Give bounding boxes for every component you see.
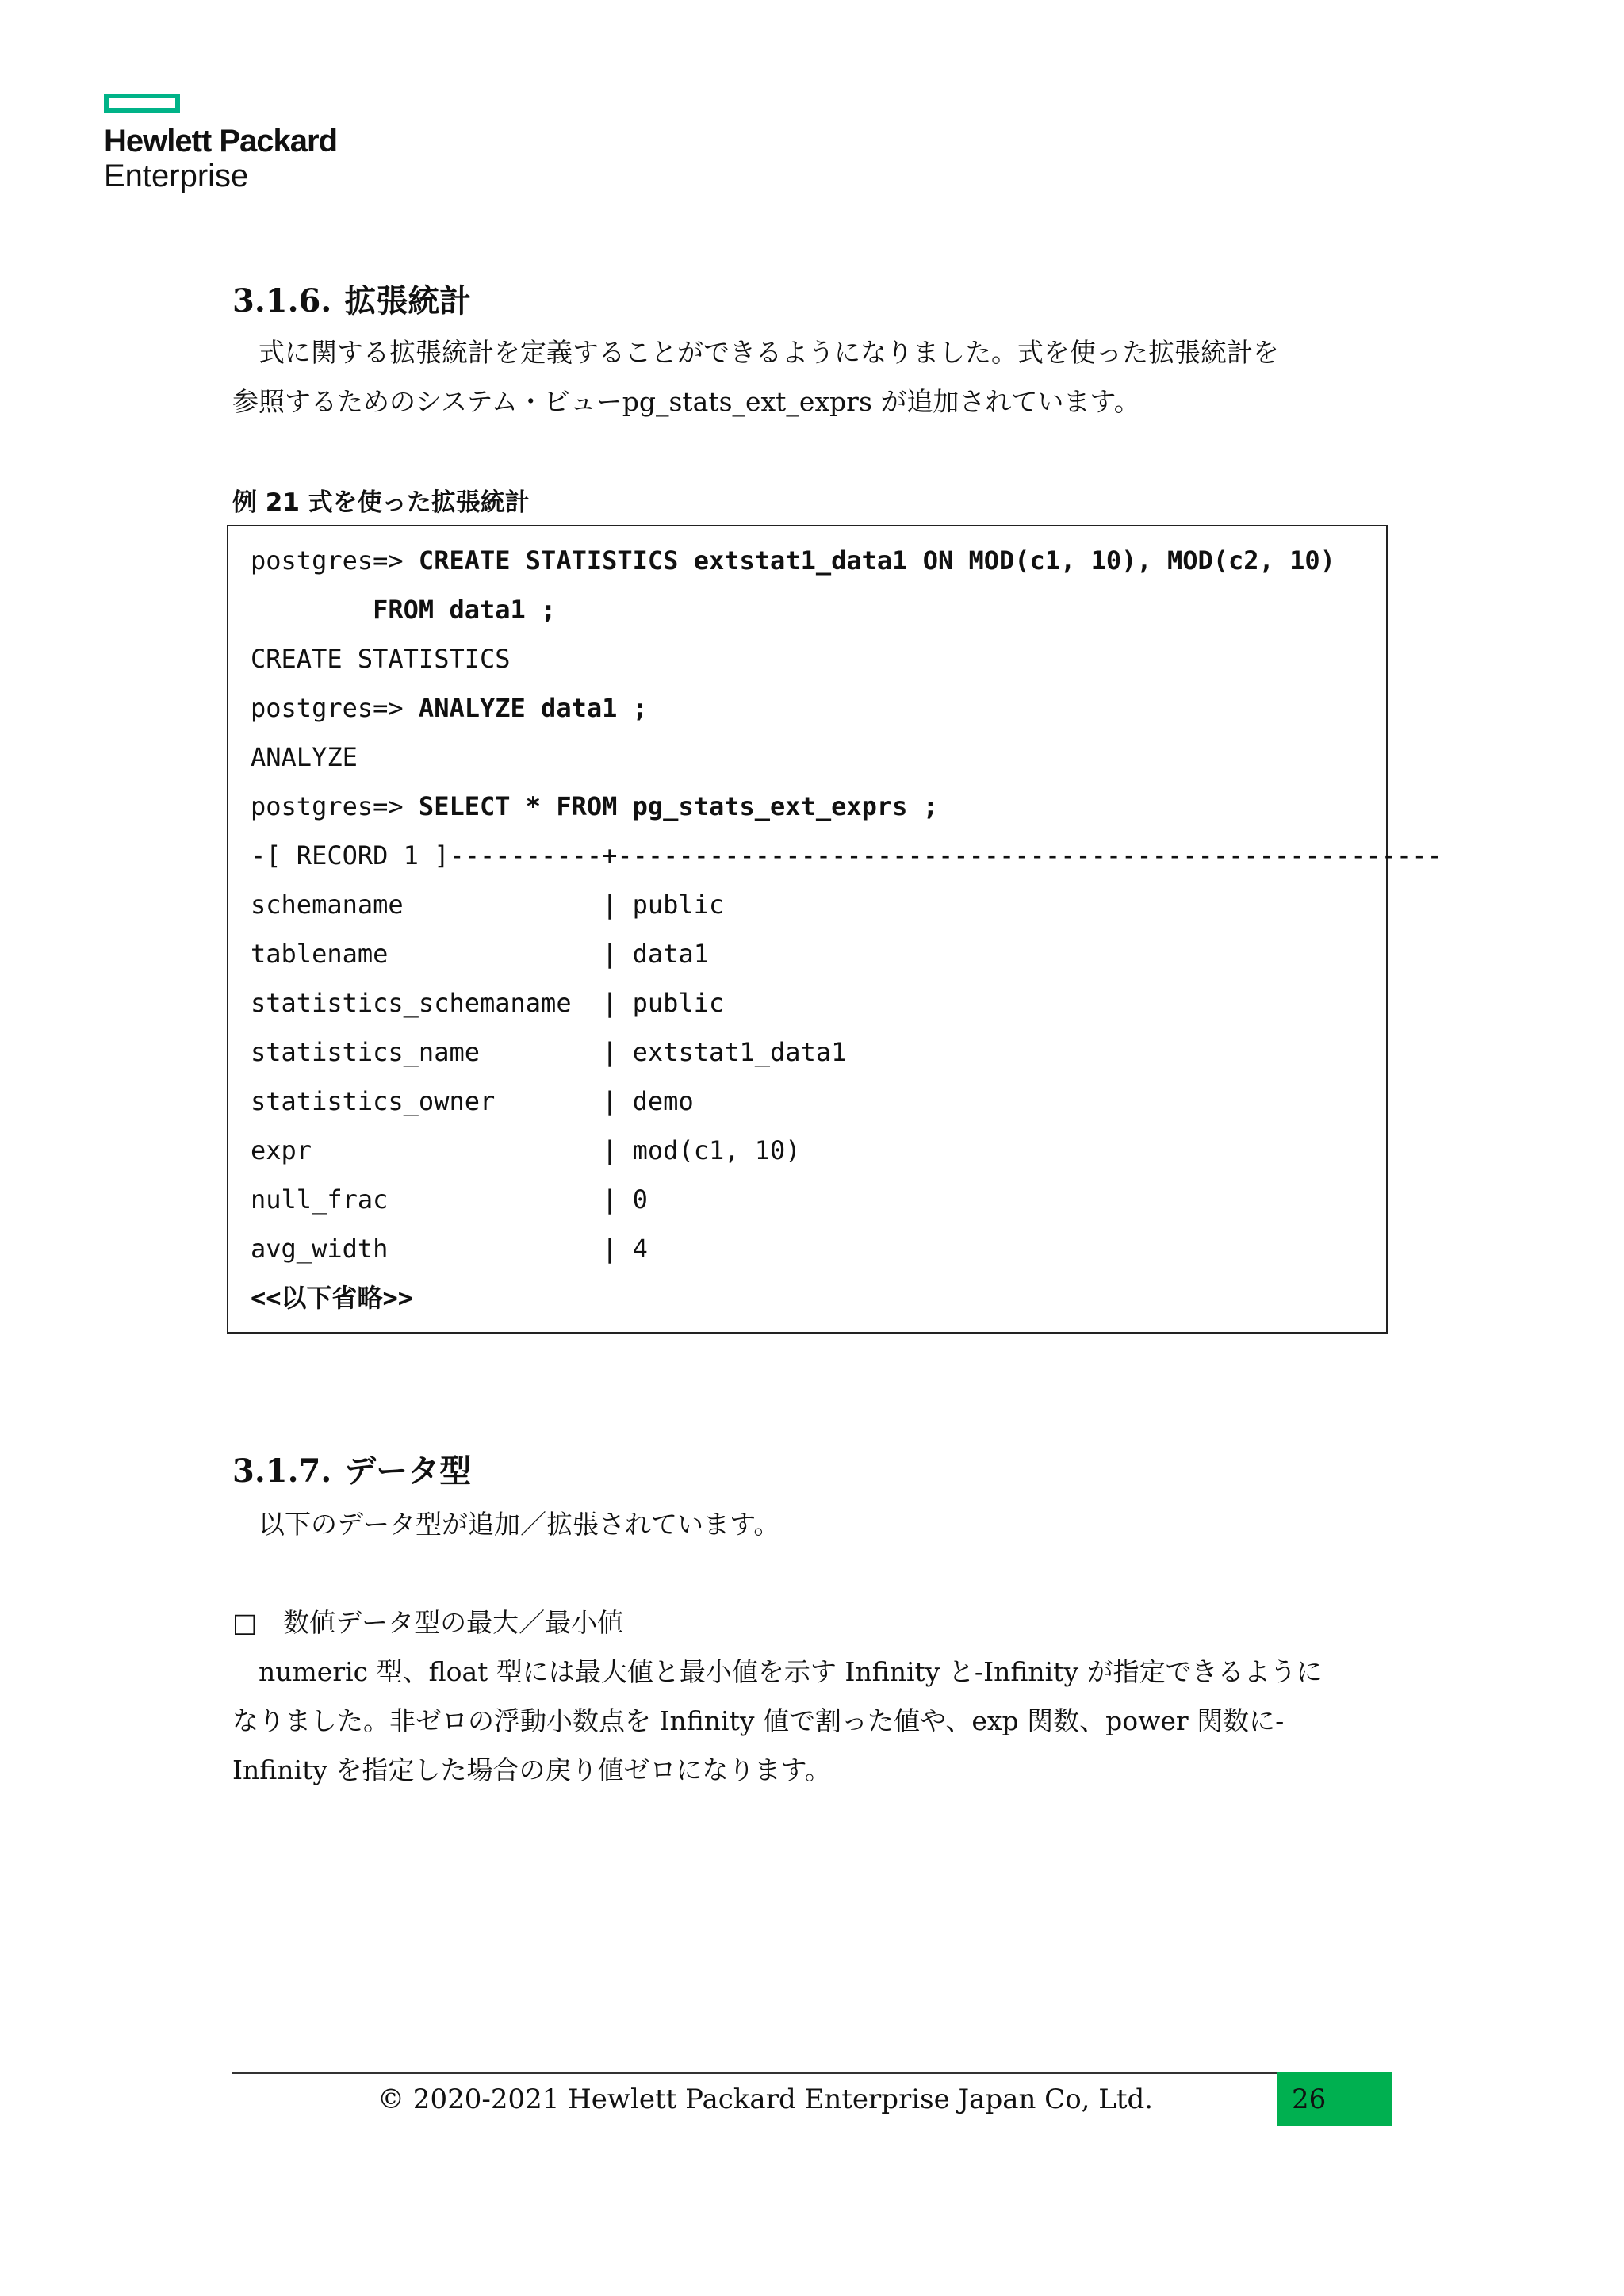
section1-paragraph: [232, 328, 1392, 427]
code-output-text: postgres=>: [251, 545, 419, 576]
code-line: [251, 1027, 1442, 1077]
code-line: [251, 733, 1442, 782]
section-heading-3-1-7: [232, 1446, 471, 1491]
code-line: [251, 880, 1442, 929]
code-output-text: null_frac | 0: [251, 1184, 648, 1215]
section2-paragraph: [232, 1647, 1392, 1795]
paragraph-line: Infinity を指定した場合の戻り値ゼロになります。: [232, 1755, 831, 1785]
code-output-text: statistics_owner | demo: [251, 1086, 694, 1116]
code-line: [251, 683, 1442, 733]
code-command-text: FROM data1 ;: [373, 595, 557, 625]
code-line: [251, 1175, 1442, 1224]
code-output-text: statistics_schemaname | public: [251, 988, 725, 1018]
section-heading-3-1-6: [232, 276, 471, 321]
page-number: 26: [1292, 2084, 1327, 2115]
code-output-text: postgres=>: [251, 693, 419, 723]
code-lines: [251, 536, 1442, 1322]
code-line: [251, 1077, 1442, 1126]
code-output-text: -[ RECORD 1 ]----------+------------------------------------------------------: [251, 840, 1442, 871]
section-title: 拡張統計: [344, 282, 472, 320]
logo-text-line2: Enterprise: [104, 159, 249, 193]
paragraph-line: 式に関する拡張統計を定義することができるようになりました。式を使った拡張統計を: [232, 337, 1279, 368]
code-line: [251, 831, 1442, 880]
hpe-logo: [104, 94, 358, 193]
code-line: [251, 929, 1442, 978]
code-command-text: ANALYZE data1 ;: [418, 693, 648, 723]
code-output-text: statistics_name | extstat1_data1: [251, 1037, 847, 1067]
code-line: [251, 1273, 1442, 1322]
page-number-box: [1277, 2072, 1392, 2126]
code-output-text: tablename | data1: [251, 939, 709, 969]
section-number: 3.1.6.: [232, 282, 332, 320]
code-line: [251, 1224, 1442, 1273]
code-output-text: schemaname | public: [251, 890, 725, 920]
code-command-text: <<以下省略>>: [251, 1283, 414, 1313]
code-output-text: postgres=>: [251, 791, 419, 821]
code-command-text: SELECT * FROM pg_stats_ext_exprs ;: [418, 791, 938, 821]
footer-divider: [232, 2072, 1277, 2074]
section-number: 3.1.7.: [232, 1452, 332, 1490]
logo-text-line1: Hewlett Packard: [104, 124, 338, 159]
logo-rectangle-icon: [104, 94, 180, 113]
section-title: データ型: [344, 1452, 472, 1490]
code-line: [251, 978, 1442, 1027]
example-caption: 例 21 式を使った拡張統計: [232, 488, 530, 517]
section2-intro: 以下のデータ型が追加／拡張されています。: [232, 1509, 780, 1540]
code-output-text: ANALYZE: [251, 742, 358, 772]
paragraph-line: なりました。非ゼロの浮動小数点を Infinity 値で割った値や、exp 関数、power 関数に-: [232, 1705, 1285, 1736]
footer-copyright: © 2020-2021 Hewlett Packard Enterprise Japan Co, Ltd.: [377, 2084, 1154, 2115]
code-output-text: avg_width | 4: [251, 1234, 648, 1264]
code-line: [251, 1126, 1442, 1175]
code-line: [251, 536, 1442, 585]
code-line: [251, 782, 1442, 831]
bullet-heading: □ 数値データ型の最大／最小値: [232, 1607, 624, 1638]
code-output-text: expr | mod(c1, 10): [251, 1135, 801, 1165]
paragraph-line: 参照するためのシステム・ビューpg_stats_ext_exprs が追加されています。: [232, 386, 1140, 417]
code-command-text: CREATE STATISTICS extstat1_data1 ON MOD(c1, 10), MOD(c2, 10): [418, 545, 1335, 576]
code-line: [251, 585, 1442, 634]
code-output-text: CREATE STATISTICS: [251, 644, 511, 674]
paragraph-line: numeric 型、float 型には最大値と最小値を示す Infinity と-Infinity が指定できるように: [232, 1656, 1323, 1687]
code-block: [227, 525, 1442, 1334]
code-line: [251, 634, 1442, 683]
code-output-text: [251, 595, 373, 625]
